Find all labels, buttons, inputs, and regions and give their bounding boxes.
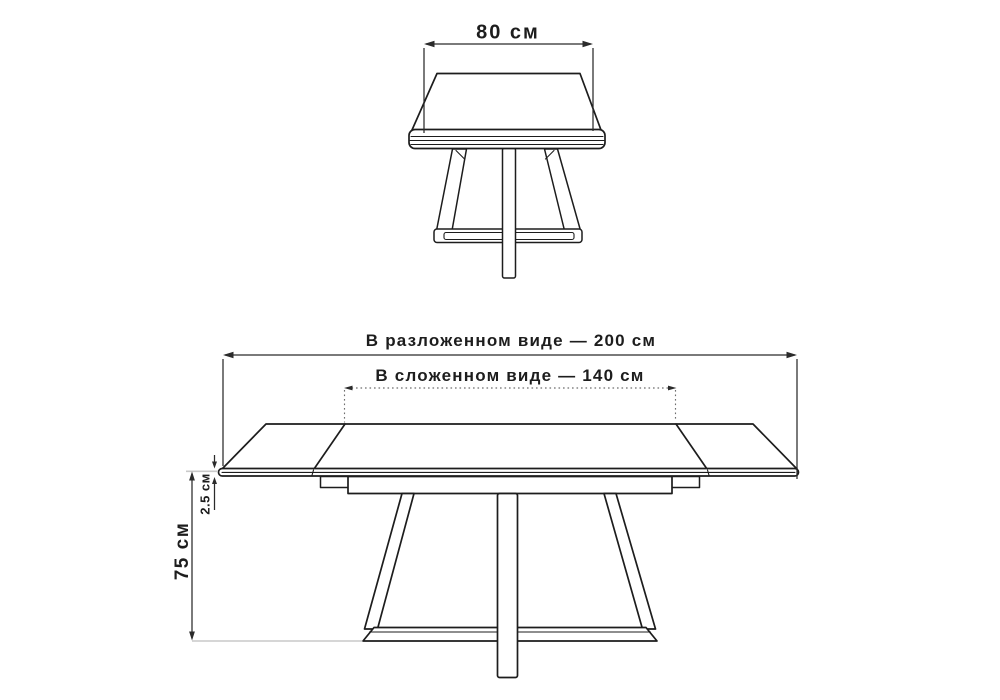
side-center-post xyxy=(503,148,516,278)
side-leg-right xyxy=(545,149,581,231)
front-apron xyxy=(348,477,672,494)
front-center-post xyxy=(498,494,518,678)
dimension-thickness xyxy=(212,455,217,510)
side-tabletop-edge xyxy=(409,130,605,149)
front-leg-right xyxy=(604,494,656,630)
thickness-dimension-label: 2.5 см xyxy=(197,473,213,515)
folded-length-label: В сложенном виде — 140 см xyxy=(375,366,645,385)
front-tabletop-face xyxy=(222,424,797,469)
dimension-folded-length xyxy=(344,386,677,423)
thickness-arrow-up xyxy=(212,477,217,484)
folded-arrow-right xyxy=(668,386,677,391)
depth-dimension-label: 80 см xyxy=(476,21,540,44)
side-tabletop-face xyxy=(412,74,601,131)
depth-arrow-left xyxy=(424,41,435,48)
leaf-seam-left xyxy=(314,424,345,469)
expanded-length-label: В разложенном виде — 200 см xyxy=(365,331,657,350)
leaf-seam-right xyxy=(676,424,707,469)
height-dimension-label: 75 см xyxy=(172,521,193,581)
depth-extension-lines xyxy=(424,48,593,133)
height-arrow-top xyxy=(189,472,195,481)
slider-bracket-left xyxy=(321,477,349,488)
expanded-arrow-right xyxy=(787,352,798,359)
front-view-drawing xyxy=(219,424,799,678)
folded-arrow-left xyxy=(344,386,353,391)
slider-bracket-right xyxy=(672,477,700,488)
side-leg-left xyxy=(437,149,467,231)
dimension-depth xyxy=(424,41,593,133)
folded-extension-lines xyxy=(345,390,676,423)
height-arrow-bottom xyxy=(189,632,195,641)
expanded-arrow-left xyxy=(223,352,234,359)
front-leg-left xyxy=(365,494,415,630)
side-view-drawing xyxy=(409,74,605,279)
depth-arrow-right xyxy=(583,41,594,48)
thickness-arrow-down xyxy=(212,462,217,469)
